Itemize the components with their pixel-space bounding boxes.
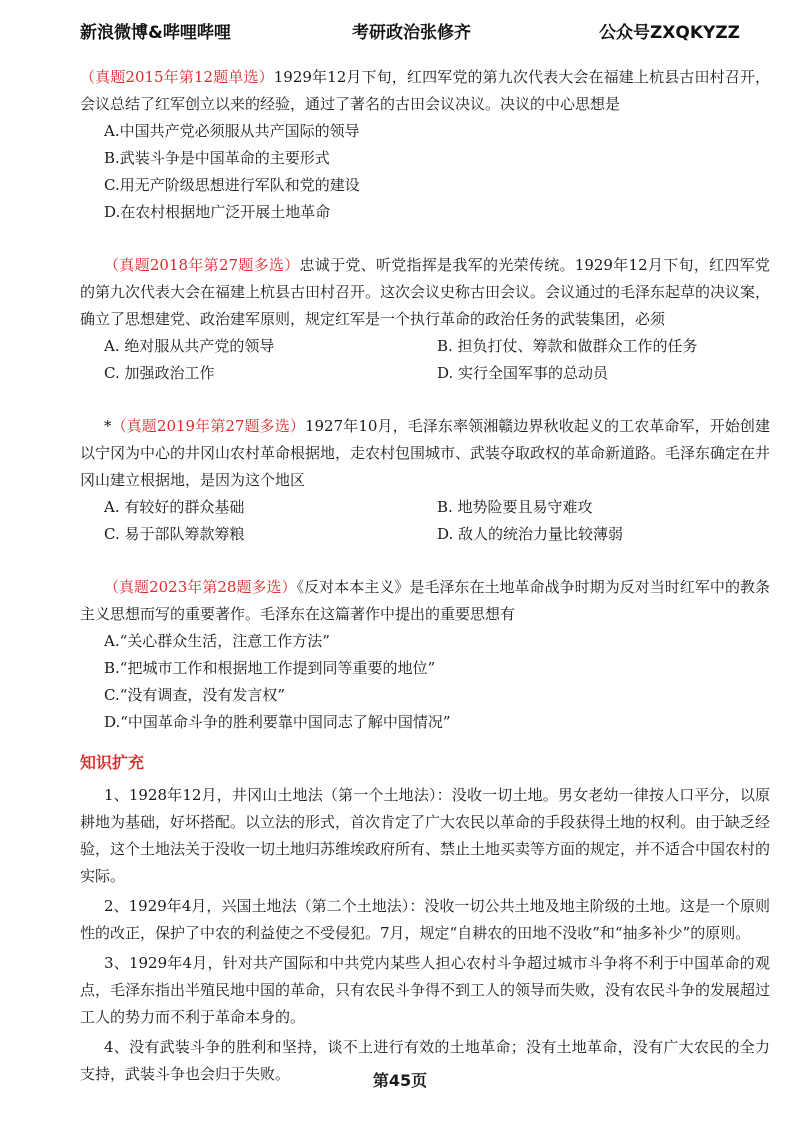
question-source-tag: （真题2023年第28题多选）: [104, 578, 297, 596]
header-weibo-bilibili: 新浪微博&哔哩哔哩: [80, 23, 231, 43]
knowledge-section: [80, 750, 770, 1088]
header-wechat-account: 公众号ZXQKYZZ: [598, 23, 740, 43]
question-3: [80, 413, 770, 548]
page-number: 第45页: [372, 1071, 428, 1090]
option-c: C. 易于部队筹款筹粮: [104, 525, 245, 543]
option-c: C. 加强政治工作: [104, 364, 215, 382]
option-b: B. 地势险要且易守难攻: [437, 498, 593, 516]
question-stem: [80, 64, 770, 118]
option-d: D. 敌人的统治力量比较薄弱: [437, 525, 624, 543]
question-text: 1929年12月下旬，红四军党的第九次代表大会在福建上杭县古田村召开，会议总结了红军创立以来的经验，通过了著名的古田会议决议。决议的中心思想是: [80, 68, 770, 113]
page-content: [80, 64, 770, 1091]
option-c: C.用无产阶级思想进行军队和党的建设: [104, 176, 360, 194]
option-d: D. 实行全国军事的总动员: [437, 364, 609, 382]
option-a: A. 有较好的群众基础: [104, 498, 245, 516]
option-b: B.武装斗争是中国革命的主要形式: [104, 149, 330, 167]
option-row: [80, 494, 770, 521]
knowledge-title: 知识扩充: [80, 753, 145, 772]
question-stem: [80, 413, 770, 494]
option-a: A.“关心群众生活，注意工作方法”: [104, 632, 330, 650]
header-title: 考研政治张修齐: [352, 23, 471, 43]
knowledge-item: 2、1929年4月，兴国土地法（第二个土地法）：没收一切公共土地及地主阶级的土地。这是一个原则性的改正，保护了中农的利益使之不受侵犯。7月，规定“自耕农的田地不没收”和“抽多补少”的原则。: [80, 897, 770, 942]
question-text: 忠诚于党、听党指挥是我军的光荣传统。1929年12月下旬，红四军党的第九次代表大会在福建上杭县古田村召开。这次会议史称古田会议。会议通过的毛泽东起草的决议案，确立了思想建党、政治建军原则，规定红军是一个执行革命的政治任务的武装集团，必须: [80, 256, 771, 328]
knowledge-item: 3、1929年4月，针对共产国际和中共党内某些人担心农村斗争超过城市斗争将不利于中国革命的观点，毛泽东指出半殖民地中国的革命，只有农民斗争得不到工人的领导而失败，没有农民斗争的发展超过工人的势力而不利于革命本身的。: [80, 954, 771, 1026]
option-row: [80, 360, 770, 387]
option-b: B. 担负打仗、筹款和做群众工作的任务: [437, 337, 698, 355]
question-stem: [80, 252, 770, 333]
question-source-tag: （真题2015年第12题单选）: [80, 68, 274, 86]
option-c: C.“没有调查，没有发言权”: [104, 686, 286, 704]
question-source-tag: （真题2019年第27题多选）: [111, 417, 305, 435]
question-text: 1927年10月，毛泽东率领湘赣边界秋收起义的工农革命军，开始创建以宁冈为中心的井冈山农村革命根据地，走农村包围城市、武装夺取政权的革命新道路。毛泽东确定在井冈山建立根据地，是因为这个地区: [80, 417, 771, 489]
question-text: 《反对本本主义》是毛泽东在土地革命战争时期为反对当时红军中的教条主义思想而写的重要著作。毛泽东在这篇著作中提出的重要思想有: [80, 578, 770, 623]
option-d: D.在农村根据地广泛开展土地革命: [104, 203, 331, 221]
question-stem: [80, 574, 770, 628]
question-4: [80, 574, 770, 736]
asterisk-mark: *: [104, 417, 112, 435]
question-source-tag: （真题2018年第27题多选）: [104, 256, 300, 274]
option-row: [80, 333, 770, 360]
knowledge-item: 4、没有武装斗争的胜利和坚持，谈不上进行有效的土地革命；没有土地革命，没有广大农民的全力支持，武装斗争也会归于失败。: [80, 1038, 770, 1083]
question-1: [80, 64, 770, 226]
option-d: D.“中国革命斗争的胜利要靠中国同志了解中国情况”: [104, 713, 451, 731]
page-header: [80, 12, 740, 44]
option-a: A. 绝对服从共产党的领导: [104, 337, 275, 355]
knowledge-item: 1、1928年12月，井冈山土地法（第一个土地法）：没收一切土地。男女老幼一律按人口平分，以原耕地为基础，好坏搭配。以立法的形式，首次肯定了广大农民以革命的手段获得土地的权利。由于缺乏经验，这个土地法关于没收一切土地归苏维埃政府所有、禁止土地买卖等方面的规定，并不适合中国农村的实际。: [80, 786, 771, 885]
option-a: A.中国共产党必须服从共产国际的领导: [104, 122, 360, 140]
question-2: [80, 252, 770, 387]
option-b: B.“把城市工作和根据地工作提到同等重要的地位”: [104, 659, 436, 677]
option-row: [80, 521, 770, 548]
